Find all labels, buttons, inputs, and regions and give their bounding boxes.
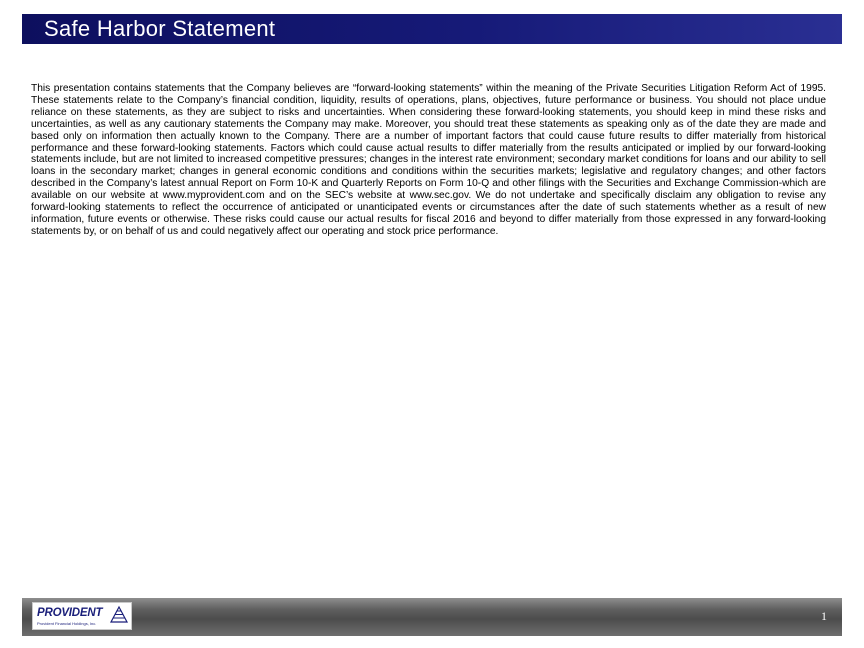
- logo-wordmark: PROVIDENT: [37, 607, 103, 619]
- slide-title: Safe Harbor Statement: [44, 16, 276, 41]
- logo-mark-icon: [109, 605, 129, 623]
- safe-harbor-text: This presentation contains statements that the Company believes are “forward-looking statements” within the meaning of the Private Securities Litigation Reform Act of 1995. These statements relate to the Company’s financial condition, liquidity, results of operations, plans, objectives, future performance or business. You should not place undue reliance on these statements, as they are subject to risks and uncertainties. When considering these forward-looking statements, you should keep in mind these risks and uncertainties, as well as any cautionary statements the Company may make. Moreover, you should treat these statements as speaking only as of the date they are made and based only on information then actually known to the Company. There are a number of important factors that could cause future results to differ materially from historical performance and these forward-looking statements. Factors which could cause actual results to differ materially from the results anticipated or implied by our forward-looking statements include, but are not limited to increased competitive pressures; changes in the interest rate environment; secondary market conditions for loans and our ability to sell loans in the secondary market; changes in general economic conditions and conditions within the securities markets; legislative and regulatory changes; and other factors described in the Company’s latest annual Report on Form 10-K and Quarterly Reports on Form 10-Q and other filings with the Securities and Exchange Commission-which are available on our website at www.myprovident.com and on the SEC’s website at www.sec.gov. We do not undertake and specifically disclaim any obligation to revise any forward-looking statements to reflect the occurrence of anticipated or unanticipated events or circumstances after the date of such statements whether as a result of new information, future events or otherwise. These risks could cause our actual results for fiscal 2016 and beyond to differ materially from those expressed in any forward-looking statements by, or on behalf of us and could negatively affect our operating and stock price performance.: [31, 83, 826, 237]
- logo-subtext: Provident Financial Holdings, Inc.: [37, 621, 97, 626]
- title-bar: [22, 14, 842, 44]
- footer-bar: [22, 598, 842, 636]
- provident-logo: [32, 602, 132, 630]
- page-number: 1: [821, 609, 827, 623]
